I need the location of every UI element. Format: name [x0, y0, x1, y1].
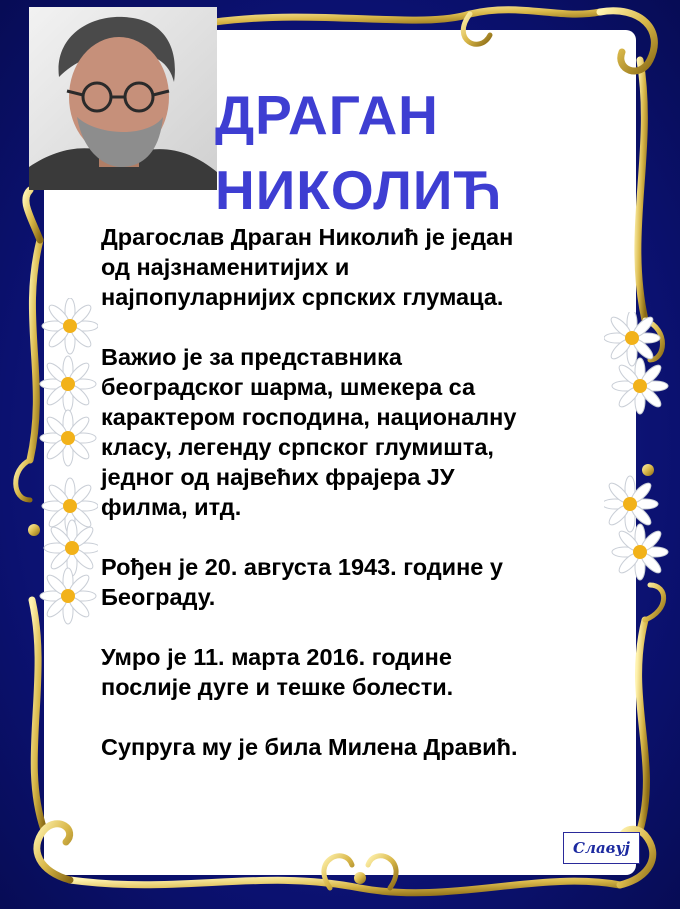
- paragraph-intro: Драгослав Драган Николић је један од најзнаменитијих и најпопуларнијих српских глумаца.: [101, 224, 514, 310]
- paragraph-spouse: Супруга му је била Милена Дравић.: [101, 734, 518, 760]
- paragraph-reputation: Важио је за представника београдског шарма, шмекера са карактером господина, националну класу, легенду српског глумишта, једног од највећих фрајера ЈУ филма, итд.: [101, 344, 517, 520]
- signature-badge: Славуј: [563, 832, 640, 864]
- daisy-flowers-left: [38, 298, 98, 628]
- daisy-flowers-right: [604, 312, 670, 592]
- portrait-photo: [29, 7, 217, 190]
- paragraph-birth: Рођен је 20. августа 1943. године у Београду.: [101, 554, 503, 610]
- page-title: [215, 78, 502, 228]
- paragraph-death: Умро је 11. марта 2016. године послије дуге и тешке болести.: [101, 644, 454, 700]
- title-last-name: НИКОЛИЋ: [215, 159, 503, 221]
- biography-text: [101, 222, 601, 792]
- title-first-name: ДРАГАН: [215, 84, 439, 146]
- portrait-icon: [29, 7, 217, 190]
